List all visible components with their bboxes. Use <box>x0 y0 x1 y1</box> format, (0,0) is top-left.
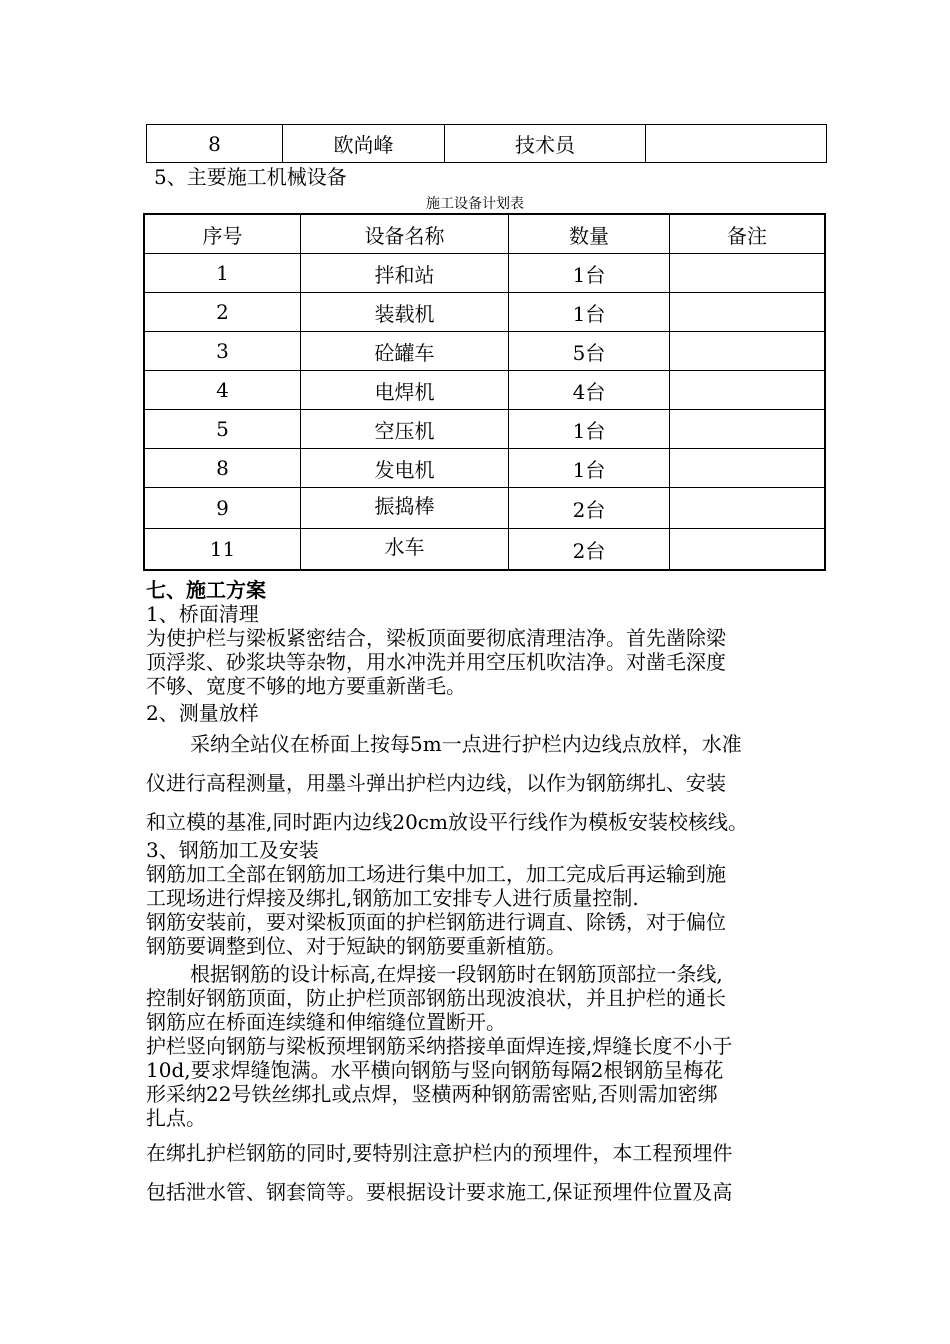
text-line: 包括泄水管、钢套筒等。要根据设计要求施工,保证预埋件位置及高 <box>146 1180 733 1204</box>
cell-name: 拌和站 <box>301 254 509 293</box>
cell-note <box>670 254 826 293</box>
table-row <box>144 254 825 293</box>
text-line: 仪进行高程测量，用墨斗弹出护栏内边线，以作为钢筋绑扎、安装 <box>146 771 726 795</box>
cell-qty: 1台 <box>509 293 670 332</box>
cell-note <box>670 488 826 529</box>
text-line: 10d,要求焊缝饱满。水平横向钢筋与竖向钢筋每隔2根钢筋呈梅花 <box>146 1058 724 1082</box>
section-7-title: 七、施工方案 <box>146 578 266 602</box>
cell-note <box>670 332 826 371</box>
subsection-1-title: 1、桥面清理 <box>146 602 259 626</box>
staff-note <box>646 125 827 163</box>
header-no: 序号 <box>144 214 301 254</box>
header-note: 备注 <box>670 214 826 254</box>
cell-qty: 1台 <box>509 254 670 293</box>
cell-no: 4 <box>144 371 301 410</box>
cell-no: 3 <box>144 332 301 371</box>
cell-note <box>670 410 826 449</box>
table-row <box>144 529 825 571</box>
header-qty: 数量 <box>509 214 670 254</box>
subsection-3-body-b <box>146 962 811 1130</box>
table-row <box>144 332 825 371</box>
subsection-2-title: 2、测量放样 <box>146 701 259 725</box>
section-5-title: 5、主要施工机械设备 <box>154 165 347 189</box>
text-line: 形采纳22号铁丝绑扎或点焊，竖横两种钢筋需密贴,否则需加密绑 <box>146 1082 718 1106</box>
text-line: 根据钢筋的设计标高,在焊接一段钢筋时在钢筋顶部拉一条线, <box>190 962 723 986</box>
cell-qty: 1台 <box>509 410 670 449</box>
cell-name: 砼罐车 <box>301 332 509 371</box>
cell-name: 发电机 <box>301 449 509 488</box>
cell-no: 1 <box>144 254 301 293</box>
staff-role: 技术员 <box>445 125 646 163</box>
text-line: 钢筋要调整到位、对于短缺的钢筋要重新植筋。 <box>146 934 566 958</box>
cell-no: 11 <box>144 529 301 571</box>
cell-qty: 5台 <box>509 332 670 371</box>
subsection-1-body <box>146 626 811 698</box>
cell-qty: 1台 <box>509 449 670 488</box>
cell-note <box>670 529 826 571</box>
cell-name: 水车 <box>301 529 509 571</box>
cell-no: 8 <box>144 449 301 488</box>
subsection-3-body-a <box>146 862 811 958</box>
cell-qty: 2台 <box>509 488 670 529</box>
subsection-2-body <box>146 725 811 842</box>
cell-qty: 4台 <box>509 371 670 410</box>
cell-name: 装载机 <box>301 293 509 332</box>
table-row <box>147 125 827 163</box>
text-line: 扎点。 <box>146 1106 206 1130</box>
table-row <box>144 488 825 529</box>
text-line: 不够、宽度不够的地方要重新凿毛。 <box>146 674 466 698</box>
header-name: 设备名称 <box>301 214 509 254</box>
cell-name: 振捣棒 <box>301 488 509 529</box>
cell-no: 5 <box>144 410 301 449</box>
table-header-row <box>144 214 825 254</box>
table-row <box>144 410 825 449</box>
text-line: 顶浮浆、砂浆块等杂物，用水冲洗并用空压机吹洁净。对凿毛深度 <box>146 650 726 674</box>
text-line: 钢筋安装前，要对梁板顶面的护栏钢筋进行调直、除锈，对于偏位 <box>146 910 726 934</box>
staff-name: 欧尚峰 <box>283 125 445 163</box>
subsection-3-title: 3、钢筋加工及安装 <box>146 838 319 862</box>
table-row <box>144 293 825 332</box>
table-row <box>144 371 825 410</box>
cell-no: 2 <box>144 293 301 332</box>
staff-table <box>146 124 827 163</box>
cell-qty: 2台 <box>509 529 670 571</box>
text-line: 工现场进行焊接及绑扎,钢筋加工安排专人进行质量控制. <box>146 886 639 910</box>
text-line: 护栏竖向钢筋与梁板预埋钢筋采纳搭接单面焊连接,焊缝长度不小于 <box>146 1034 733 1058</box>
cell-note <box>670 449 826 488</box>
text-line: 为使护栏与梁板紧密结合，梁板顶面要彻底清理洁净。首先凿除梁 <box>146 626 726 650</box>
equipment-table-caption: 施工设备计划表 <box>426 196 524 212</box>
text-line: 钢筋应在桥面连续缝和伸缩缝位置断开。 <box>146 1010 506 1034</box>
equipment-table <box>143 213 826 571</box>
text-line: 钢筋加工全部在钢筋加工场进行集中加工，加工完成后再运输到施 <box>146 862 726 886</box>
cell-note <box>670 371 826 410</box>
cell-note <box>670 293 826 332</box>
subsection-3-body-c <box>146 1134 811 1212</box>
text-line: 和立模的基准,同时距内边线20cm放设平行线作为模板安装校核线。 <box>146 810 748 834</box>
cell-name: 空压机 <box>301 410 509 449</box>
text-line: 采纳全站仪在桥面上按每5m一点进行护栏内边线点放样，水准 <box>190 732 742 756</box>
cell-name: 电焊机 <box>301 371 509 410</box>
text-line: 控制好钢筋顶面，防止护栏顶部钢筋出现波浪状，并且护栏的通长 <box>146 986 726 1010</box>
table-row <box>144 449 825 488</box>
text-line: 在绑扎护栏钢筋的同时,要特别注意护栏内的预埋件，本工程预埋件 <box>146 1141 733 1165</box>
cell-no: 9 <box>144 488 301 529</box>
staff-no: 8 <box>147 125 283 163</box>
